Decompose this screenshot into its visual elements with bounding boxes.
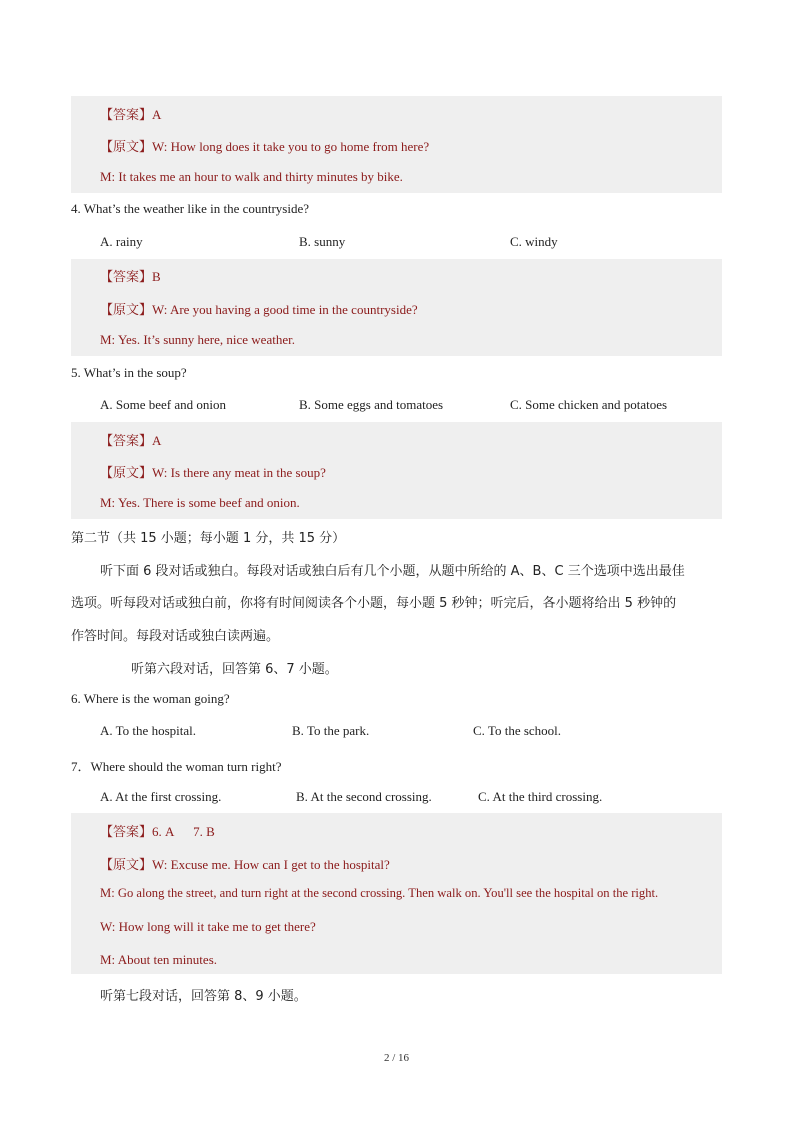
question-6: 6. Where is the woman going? [71,691,230,706]
page-number: 2 / 16 [383,1052,410,1064]
answer-line [100,821,215,840]
answer-value: B [152,269,161,284]
option-b: B. At the second crossing. [296,789,432,804]
option-b: B. To the park. [292,723,370,738]
instructions: 听下面 6 段对话或独白。每段对话或独白后有几个小题，从题中所给的 A、B、C 三个选项中选出最佳 [100,564,685,579]
answer-line [100,430,161,449]
transcript-text: W: How long will it take me to get there? [100,919,316,934]
option-c: C. To the school. [473,723,562,738]
question-7: 7．Where should the woman turn right? [71,759,282,774]
transcript-text: M: Yes. There is some beef and onion. [100,495,300,510]
answer-label: 【答案】 [100,434,153,449]
transcript-text: W: How long does it take you to go home from here? [152,139,430,154]
answer-label: 【答案】 [100,825,153,840]
option-a: A. rainy [100,234,143,249]
transcript-line [100,299,418,318]
instructions: 作答时间。每段对话或独白读两遍。 [71,629,280,644]
option-c: C. At the third crossing. [478,789,603,804]
transcript-label: 【原文】 [100,858,153,873]
option-a: A. To the hospital. [100,723,196,738]
answer-value: 6. A 7. B [152,824,215,839]
option-b: B. Some eggs and tomatoes [299,397,444,412]
answer-line [100,104,161,123]
option-a: A. Some beef and onion [100,397,227,412]
option-c: C. Some chicken and potatoes [510,397,668,412]
transcript-label: 【原文】 [100,303,153,318]
answer-label: 【答案】 [100,270,153,285]
transcript-label: 【原文】 [100,140,153,155]
answer-value: A [152,433,162,448]
transcript-text: W: Are you having a good time in the countryside? [152,302,418,317]
transcript-line [100,462,326,481]
transcript-label: 【原文】 [100,466,153,481]
transcript-line [100,136,429,155]
question-5: 5. What’s in the soup? [71,365,187,380]
dialog-intro: 听第六段对话，回答第 6、7 小题。 [131,662,338,677]
transcript-text: M: Go along the street, and turn right at the second crossing. Then walk on. You'll see the hospital on the right. [100,886,659,900]
transcript-text: W: Excuse me. How can I get to the hospital? [152,857,390,872]
transcript-text: M: About ten minutes. [100,952,217,967]
option-b: B. sunny [299,234,346,249]
question-4: 4. What’s the weather like in the countryside? [71,201,310,216]
transcript-text: M: It takes me an hour to walk and thirty minutes by bike. [100,169,403,184]
instructions: 选项。听每段对话或独白前，你将有时间阅读各个小题，每小题 5 秒钟；听完后，各小题将给出 5 秒钟的 [71,596,677,611]
answer-line [100,266,161,285]
section-title: 第二节（共 15 小题；每小题 1 分，共 15 分） [71,531,346,546]
answer-label: 【答案】 [100,108,153,123]
dialog-intro: 听第七段对话，回答第 8、9 小题。 [100,989,307,1004]
answer-value: A [152,107,162,122]
transcript-text: W: Is there any meat in the soup? [152,465,326,480]
option-c: C. windy [510,234,558,249]
transcript-line [100,854,390,873]
transcript-text: M: Yes. It’s sunny here, nice weather. [100,332,295,347]
option-a: A. At the first crossing. [100,789,222,804]
